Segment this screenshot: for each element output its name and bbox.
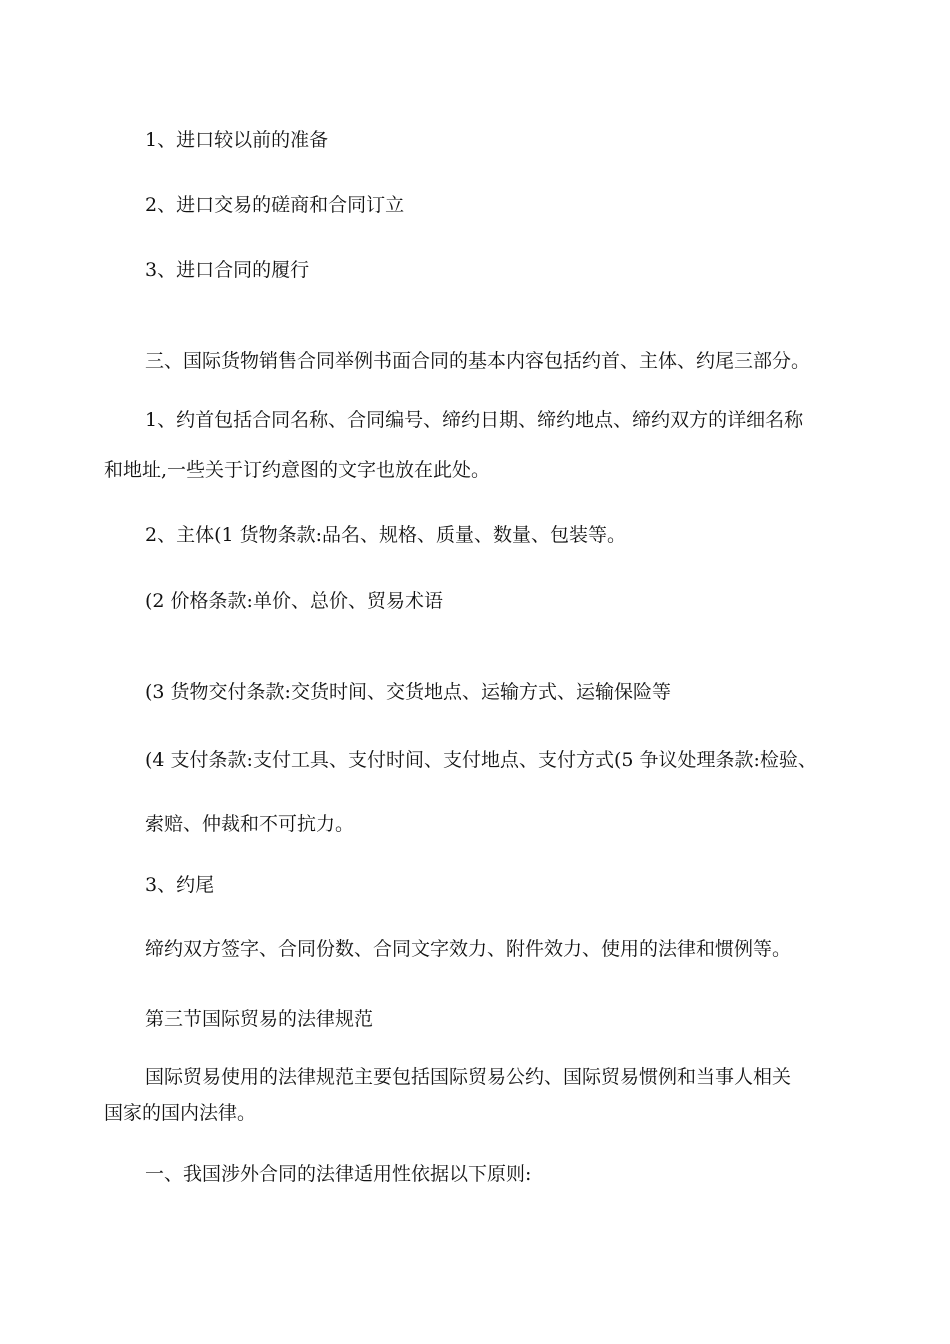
- list-item-payment-clause: (4 支付条款:支付工具、支付时间、支付地点、支付方式(5 争议处理条款:检验、: [145, 749, 817, 771]
- paragraph-preamble-line-2: 和地址,一些关于订约意图的文字也放在此处。: [104, 459, 491, 481]
- paragraph-legal-norms-line-1: 国际贸易使用的法律规范主要包括国际贸易公约、国际贸易惯例和当事人相关: [145, 1066, 792, 1088]
- section-heading-applicable-law: 一、我国涉外合同的法律适用性依据以下原则:: [145, 1163, 532, 1185]
- list-item-delivery-clause: (3 货物交付条款:交货时间、交货地点、运输方式、运输保险等: [145, 681, 671, 703]
- paragraph-legal-norms-line-2: 国家的国内法律。: [104, 1102, 257, 1124]
- section-heading-legal-norms: 第三节国际贸易的法律规范: [145, 1008, 374, 1030]
- list-item-dispute-clause-continued: 索赔、仲裁和不可抗力。: [145, 813, 355, 835]
- paragraph-preamble-line-1: 1、约首包括合同名称、合同编号、缔约日期、缔约地点、缔约双方的详细名称: [145, 409, 804, 431]
- list-item-price-clause: (2 价格条款:单价、总价、贸易术语: [145, 590, 443, 612]
- list-item-body-goods-clause: 2、主体(1 货物条款:品名、规格、质量、数量、包装等。: [145, 524, 627, 546]
- section-heading-sales-contract: 三、国际货物销售合同举例书面合同的基本内容包括约首、主体、约尾三部分。: [145, 350, 811, 372]
- list-item-import-performance: 3、进口合同的履行: [145, 259, 310, 281]
- list-item-closing: 3、约尾: [145, 874, 215, 896]
- list-item-import-preparation: 1、进口较以前的准备: [145, 129, 329, 151]
- paragraph-closing-contents: 缔约双方签字、合同份数、合同文字效力、附件效力、使用的法律和惯例等。: [145, 938, 792, 960]
- list-item-import-negotiation: 2、进口交易的磋商和合同订立: [145, 194, 405, 216]
